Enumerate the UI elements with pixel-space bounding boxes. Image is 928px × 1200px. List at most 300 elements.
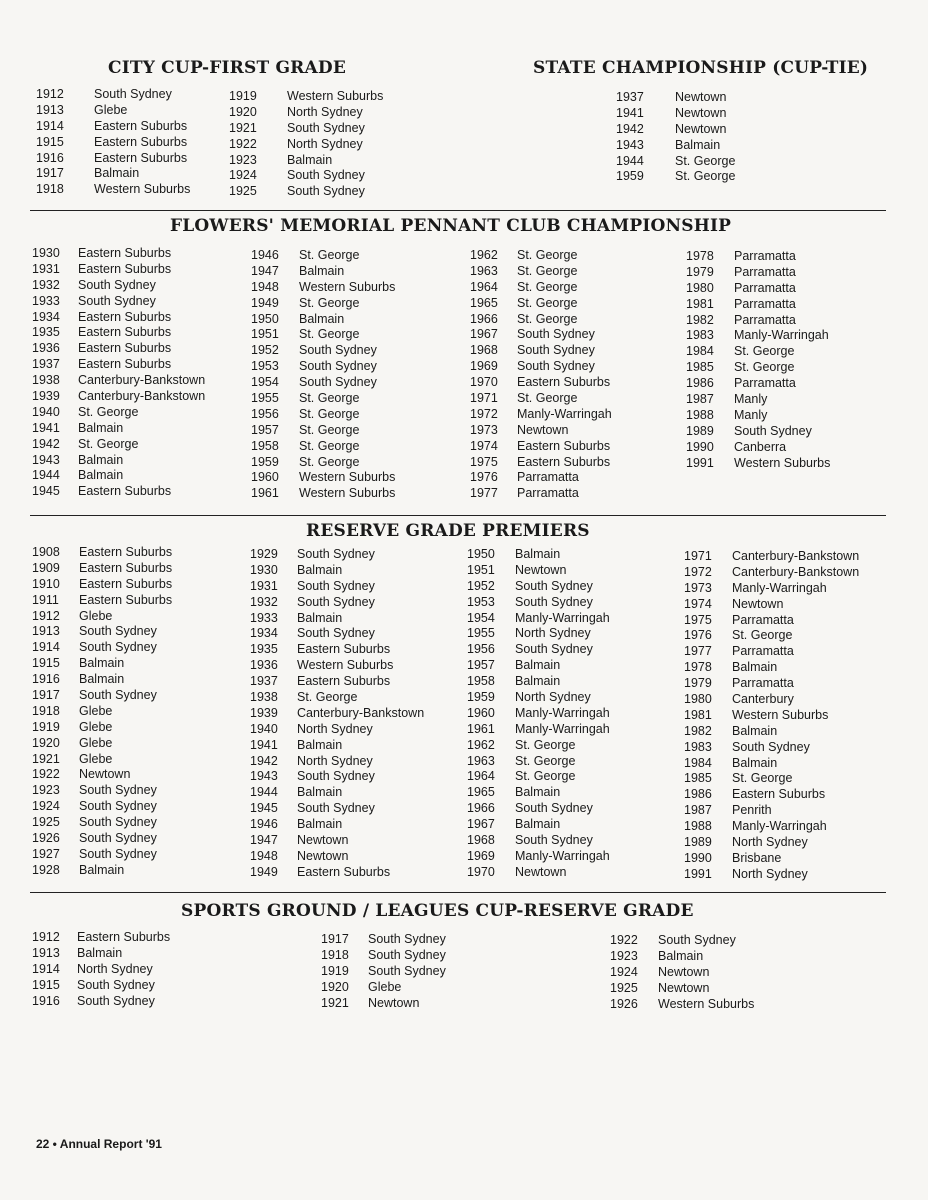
page-footer: 22 • Annual Report '91 [36, 1137, 162, 1151]
list-item [686, 328, 830, 344]
list-item [229, 137, 383, 153]
team-name: St. George [734, 344, 795, 359]
list-item [686, 376, 830, 392]
team-name: Balmain [675, 137, 721, 152]
year-label: 1969 [470, 359, 498, 374]
list-item [36, 103, 190, 119]
year-label: 1980 [686, 280, 714, 295]
year-label: 1918 [32, 703, 60, 718]
year-label: 1955 [251, 391, 279, 406]
year-label: 1914 [36, 118, 64, 133]
team-name: North Sydney [297, 753, 373, 768]
city-cup-col-2 [229, 89, 383, 200]
year-label: 1989 [684, 835, 712, 850]
year-label: 1913 [32, 624, 60, 639]
team-name: Brisbane [732, 850, 782, 865]
year-label: 1957 [467, 658, 495, 673]
year-label: 1916 [32, 993, 60, 1008]
team-name: Balmain [515, 547, 561, 561]
list-item [251, 407, 395, 423]
year-label: 1936 [250, 658, 278, 673]
city-cup-col-1 [36, 87, 190, 198]
team-name: Parramatta [734, 296, 796, 311]
list-item [616, 122, 735, 138]
list-item [610, 981, 754, 997]
team-name: Eastern Suburbs [78, 325, 172, 340]
state-championship-heading: STATE CHAMPIONSHIP (CUP-TIE) [533, 58, 869, 78]
list-item [251, 375, 395, 391]
year-label: 1913 [36, 102, 64, 117]
state-championship-col-1 [616, 90, 735, 185]
team-name: Balmain [297, 610, 343, 625]
list-item [616, 138, 735, 154]
reserve-grade-heading: RESERVE GRADE PREMIERS [306, 521, 590, 541]
team-name: Eastern Suburbs [732, 787, 826, 802]
list-item [250, 658, 424, 674]
list-item [251, 343, 395, 359]
year-label: 1982 [686, 312, 714, 327]
list-item [251, 327, 395, 343]
year-label: 1990 [684, 850, 712, 865]
list-item [686, 408, 830, 424]
year-label: 1966 [467, 801, 495, 816]
year-label: 1934 [32, 309, 60, 324]
list-item [32, 799, 172, 815]
year-label: 1983 [684, 739, 712, 754]
year-label: 1921 [321, 995, 349, 1010]
team-name: Balmain [287, 152, 333, 167]
team-name: Newtown [368, 995, 420, 1010]
team-name: Eastern Suburbs [78, 261, 172, 276]
list-item [686, 249, 830, 265]
year-label: 1967 [467, 817, 495, 832]
team-name: Balmain [515, 658, 561, 673]
year-label: 1930 [32, 246, 60, 260]
list-item [250, 626, 424, 642]
list-item [229, 105, 383, 121]
team-name: South Sydney [77, 977, 155, 992]
year-label: 1952 [467, 578, 495, 593]
list-item [470, 327, 612, 343]
list-item [229, 168, 383, 184]
team-name: Balmain [94, 166, 140, 181]
list-item [229, 184, 383, 200]
list-item [229, 153, 383, 169]
team-name: Canterbury-Bankstown [732, 549, 860, 563]
year-label: 1979 [684, 676, 712, 691]
list-item [32, 978, 170, 994]
year-label: 1943 [250, 769, 278, 784]
year-label: 1910 [32, 576, 60, 591]
year-label: 1919 [229, 89, 257, 103]
team-name: Eastern Suburbs [517, 454, 611, 469]
year-label: 1932 [32, 277, 60, 292]
list-item [32, 246, 205, 262]
year-label: 1965 [467, 785, 495, 800]
team-name: Eastern Suburbs [79, 560, 173, 575]
year-label: 1954 [467, 610, 495, 625]
list-item [684, 787, 859, 803]
list-item [616, 169, 735, 185]
list-item [470, 470, 612, 486]
list-item [467, 833, 610, 849]
team-name: South Sydney [517, 359, 595, 374]
list-item [467, 722, 610, 738]
reserve-grade-col-1 [32, 545, 172, 879]
year-label: 1943 [616, 137, 644, 152]
list-item [686, 360, 830, 376]
list-item [251, 391, 395, 407]
list-item [467, 801, 610, 817]
section-divider-2 [30, 515, 886, 516]
list-item [467, 690, 610, 706]
team-name: Western Suburbs [299, 470, 396, 485]
year-label: 1945 [32, 484, 60, 499]
year-label: 1975 [684, 612, 712, 627]
team-name: Manly-Warringah [515, 610, 610, 625]
team-name: St. George [517, 279, 578, 294]
year-label: 1946 [250, 817, 278, 832]
list-item [684, 644, 859, 660]
list-item [251, 455, 395, 471]
team-name: North Sydney [732, 866, 808, 881]
list-item [32, 815, 172, 831]
year-label: 1938 [250, 690, 278, 705]
team-name: St. George [517, 391, 578, 406]
team-name: Eastern Suburbs [297, 642, 391, 657]
team-name: Parramatta [732, 676, 794, 691]
year-label: 1920 [229, 104, 257, 119]
flowers-memorial-col-1 [32, 246, 205, 500]
year-label: 1982 [684, 723, 712, 738]
list-item [250, 769, 424, 785]
year-label: 1925 [610, 980, 638, 995]
team-name: North Sydney [515, 626, 591, 641]
year-label: 1946 [251, 248, 279, 262]
team-name: Eastern Suburbs [517, 375, 611, 390]
team-name: Penrith [732, 803, 772, 818]
year-label: 1911 [32, 592, 59, 607]
year-label: 1932 [250, 594, 278, 609]
list-item [684, 613, 859, 629]
list-item [684, 628, 859, 644]
team-name: Balmain [515, 674, 561, 689]
year-label: 1959 [251, 454, 279, 469]
list-item [36, 119, 190, 135]
team-name: North Sydney [77, 961, 153, 976]
year-label: 1950 [467, 547, 495, 561]
list-item [467, 769, 610, 785]
list-item [32, 624, 172, 640]
year-label: 1964 [470, 279, 498, 294]
team-name: South Sydney [78, 293, 156, 308]
list-item [610, 965, 754, 981]
team-name: Western Suburbs [94, 182, 191, 197]
list-item [32, 736, 172, 752]
list-item [686, 456, 830, 472]
team-name: St. George [299, 422, 360, 437]
team-name: Eastern Suburbs [517, 438, 611, 453]
year-label: 1947 [251, 263, 279, 278]
list-item [251, 470, 395, 486]
year-label: 1989 [686, 423, 714, 438]
team-name: Balmain [79, 672, 125, 687]
team-name: Eastern Suburbs [94, 134, 188, 149]
list-item [470, 375, 612, 391]
year-label: 1926 [32, 831, 60, 846]
year-label: 1920 [321, 979, 349, 994]
list-item [36, 87, 190, 103]
team-name: Balmain [658, 948, 704, 963]
team-name: Parramatta [734, 264, 796, 279]
list-item [32, 994, 170, 1010]
year-label: 1924 [610, 964, 638, 979]
team-name: Canterbury-Bankstown [78, 373, 206, 388]
list-item [32, 863, 172, 879]
year-label: 1938 [32, 373, 60, 388]
team-name: South Sydney [297, 626, 375, 641]
team-name: Western Suburbs [658, 996, 755, 1011]
year-label: 1944 [32, 468, 60, 483]
list-item [32, 545, 172, 561]
team-name: South Sydney [299, 343, 377, 358]
year-label: 1921 [32, 751, 60, 766]
list-item [686, 265, 830, 281]
year-label: 1952 [251, 343, 279, 358]
list-item [32, 278, 205, 294]
year-label: 1920 [32, 735, 60, 750]
year-label: 1953 [251, 359, 279, 374]
team-name: St. George [299, 295, 360, 310]
year-label: 1922 [32, 767, 60, 782]
list-item [686, 297, 830, 313]
year-label: 1963 [467, 753, 495, 768]
year-label: 1919 [32, 719, 60, 734]
team-name: South Sydney [79, 846, 157, 861]
year-label: 1958 [467, 674, 495, 689]
year-label: 1974 [684, 596, 712, 611]
team-name: South Sydney [368, 932, 446, 946]
year-label: 1909 [32, 560, 60, 575]
team-name: South Sydney [287, 168, 365, 183]
list-item [32, 389, 205, 405]
team-name: Western Suburbs [299, 486, 396, 501]
year-label: 1957 [251, 422, 279, 437]
list-item [32, 561, 172, 577]
team-name: South Sydney [368, 947, 446, 962]
list-item [684, 565, 859, 581]
team-name: Canberra [734, 439, 787, 454]
list-item [616, 154, 735, 170]
year-label: 1927 [32, 846, 60, 861]
year-label: 1930 [250, 562, 278, 577]
team-name: Newtown [658, 980, 710, 995]
team-name: St. George [299, 438, 360, 453]
sports-ground-col-2 [321, 932, 446, 1011]
list-item [250, 865, 424, 881]
team-name: South Sydney [297, 547, 375, 561]
year-label: 1974 [470, 438, 498, 453]
team-name: South Sydney [368, 963, 446, 978]
year-label: 1987 [686, 392, 714, 407]
year-label: 1979 [686, 264, 714, 279]
team-name: St. George [299, 391, 360, 406]
team-name: South Sydney [732, 739, 810, 754]
team-name: South Sydney [79, 624, 157, 639]
team-name: South Sydney [79, 783, 157, 798]
team-name: St. George [299, 327, 360, 342]
team-name: Parramatta [734, 312, 796, 327]
list-item [250, 563, 424, 579]
list-item [32, 688, 172, 704]
team-name: South Sydney [517, 343, 595, 358]
team-name: Eastern Suburbs [78, 484, 172, 499]
year-label: 1985 [684, 771, 712, 786]
team-name: Eastern Suburbs [79, 592, 173, 607]
list-item [36, 166, 190, 182]
year-label: 1977 [470, 486, 498, 501]
list-item [470, 359, 612, 375]
team-name: Manly-Warringah [517, 406, 612, 421]
team-name: Western Suburbs [732, 707, 829, 722]
team-name: St. George [517, 295, 578, 310]
year-label: 1937 [616, 90, 644, 104]
year-label: 1935 [250, 642, 278, 657]
team-name: North Sydney [297, 721, 373, 736]
list-item [250, 690, 424, 706]
team-name: Manly-Warringah [732, 580, 827, 595]
year-label: 1934 [250, 626, 278, 641]
list-item [321, 996, 446, 1012]
list-item [251, 439, 395, 455]
team-name: Manly-Warringah [515, 848, 610, 863]
sports-ground-col-3 [610, 933, 754, 1012]
year-label: 1928 [32, 862, 60, 877]
team-name: Newtown [515, 562, 567, 577]
list-item [467, 547, 610, 563]
list-item [32, 752, 172, 768]
list-item [470, 407, 612, 423]
list-item [36, 151, 190, 167]
team-name: Balmain [297, 562, 343, 577]
list-item [250, 642, 424, 658]
team-name: St. George [297, 690, 358, 705]
team-name: Newtown [732, 596, 784, 611]
team-name: St. George [515, 769, 576, 784]
list-item [251, 312, 395, 328]
list-item [684, 708, 859, 724]
year-label: 1916 [36, 150, 64, 165]
list-item [686, 392, 830, 408]
year-label: 1942 [616, 121, 644, 136]
section-divider-1 [30, 210, 886, 211]
year-label: 1931 [250, 578, 278, 593]
list-item [251, 264, 395, 280]
list-item [32, 294, 205, 310]
team-name: Manly-Warringah [732, 819, 827, 834]
team-name: Eastern Suburbs [77, 930, 171, 944]
team-name: South Sydney [299, 375, 377, 390]
list-item [684, 724, 859, 740]
year-label: 1944 [616, 153, 644, 168]
year-label: 1971 [684, 549, 712, 563]
year-label: 1962 [467, 737, 495, 752]
list-item [32, 453, 205, 469]
team-name: Western Suburbs [297, 658, 394, 673]
list-item [684, 771, 859, 787]
team-name: Glebe [79, 703, 113, 718]
year-label: 1961 [251, 486, 279, 501]
list-item [467, 579, 610, 595]
year-label: 1966 [470, 311, 498, 326]
year-label: 1912 [36, 87, 64, 101]
team-name: St. George [515, 753, 576, 768]
year-label: 1959 [467, 690, 495, 705]
year-label: 1960 [251, 470, 279, 485]
list-item [684, 803, 859, 819]
year-label: 1936 [32, 341, 60, 356]
list-item [251, 280, 395, 296]
year-label: 1924 [229, 168, 257, 183]
list-item [470, 439, 612, 455]
year-label: 1943 [32, 452, 60, 467]
year-label: 1947 [250, 833, 278, 848]
year-label: 1949 [250, 864, 278, 879]
team-name: North Sydney [515, 690, 591, 705]
team-name: Newtown [515, 864, 567, 879]
list-item [467, 626, 610, 642]
year-label: 1988 [684, 819, 712, 834]
year-label: 1941 [616, 105, 644, 120]
list-item [32, 640, 172, 656]
list-item [32, 783, 172, 799]
list-item [467, 658, 610, 674]
year-label: 1976 [470, 470, 498, 485]
year-label: 1925 [32, 815, 60, 830]
list-item [32, 405, 205, 421]
year-label: 1935 [32, 325, 60, 340]
year-label: 1937 [32, 357, 60, 372]
year-label: 1977 [684, 644, 712, 659]
list-item [470, 486, 612, 502]
year-label: 1921 [229, 120, 257, 135]
team-name: South Sydney [94, 87, 172, 101]
team-name: Eastern Suburbs [79, 545, 173, 559]
team-name: Glebe [79, 719, 113, 734]
year-label: 1988 [686, 407, 714, 422]
year-label: 1919 [321, 963, 349, 978]
list-item [229, 89, 383, 105]
team-name: North Sydney [287, 136, 363, 151]
year-label: 1916 [32, 672, 60, 687]
year-label: 1986 [686, 376, 714, 391]
team-name: Parramatta [517, 470, 579, 485]
list-item [36, 135, 190, 151]
team-name: Balmain [79, 862, 125, 877]
team-name: Glebe [79, 608, 113, 623]
team-name: Eastern Suburbs [78, 341, 172, 356]
list-item [684, 835, 859, 851]
team-name: Balmain [297, 737, 343, 752]
list-item [32, 437, 205, 453]
list-item [32, 609, 172, 625]
year-label: 1959 [616, 169, 644, 184]
team-name: South Sydney [79, 831, 157, 846]
year-label: 1912 [32, 930, 60, 944]
year-label: 1922 [610, 933, 638, 947]
list-item [32, 373, 205, 389]
year-label: 1986 [684, 787, 712, 802]
